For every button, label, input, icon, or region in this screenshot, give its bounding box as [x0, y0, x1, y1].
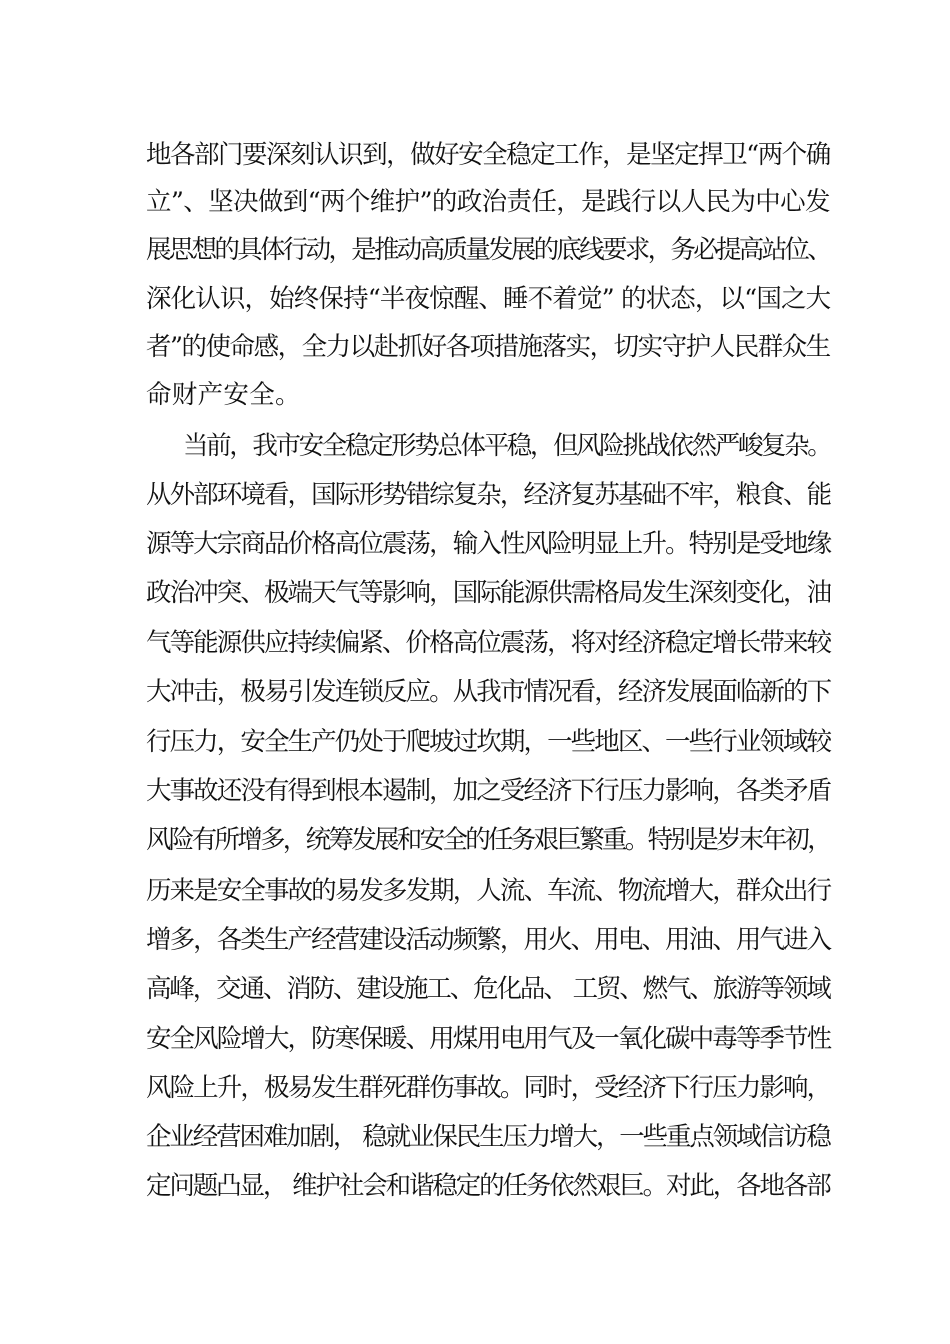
text-line: 风险有所增多，统筹发展和安全的任务艰巨繁重。特别是岁末年初， — [146, 825, 831, 855]
text-line: 地各部门要深刻认识到，做好安全稳定工作，是坚定捍卫“两个确 — [146, 140, 830, 170]
text-line: 定问题凸显， 维护社会和谐稳定的任务依然艰巨。对此，各地各部 — [146, 1171, 830, 1201]
text-line: 当前，我市安全稳定形势总体平稳，但风险挑战依然严峻复杂。 — [183, 431, 831, 461]
text-line: 高峰，交通、消防、建设施工、危化品、 工贸、燃气、旅游等领域 — [146, 974, 830, 1004]
text-line: 大事故还没有得到根本遏制，加之受经济下行压力影响，各类矛盾 — [146, 776, 831, 806]
text-line: 增多，各类生产经营建设活动频繁，用火、用电、用油、用气进入 — [146, 925, 831, 955]
text-line: 历来是安全事故的易发多发期，人流、车流、物流增大，群众出行 — [146, 876, 831, 906]
text-line: 企业经营困难加剧， 稳就业保民生压力增大，一些重点领域信访稳 — [146, 1122, 830, 1152]
text-line: 气等能源供应持续偏紧、价格高位震荡，将对经济稳定增长带来较 — [146, 628, 831, 658]
text-line: 源等大宗商品价格高位震荡，输入性风险明显上升。特别是受地缘 — [146, 529, 831, 559]
text-line: 从外部环境看，国际形势错综复杂，经济复苏基础不牢，粮食、能 — [146, 480, 831, 510]
text-line: 命财产安全。 — [146, 380, 301, 410]
text-line: 风险上升，极易发生群死群伤事故。同时，受经济下行压力影响， — [146, 1073, 831, 1103]
text-line: 安全风险增大，防寒保暖、用煤用电用气及一氧化碳中毒等季节性 — [146, 1024, 831, 1054]
text-line: 立”、坚决做到“两个维护”的政治责任，是践行以人民为中心发 — [146, 187, 830, 217]
text-line: 大冲击，极易引发连锁反应。从我市情况看，经济发展面临新的下 — [146, 677, 831, 707]
text-line: 展思想的具体行动，是推动高质量发展的底线要求，务必提高站位、 — [146, 235, 831, 265]
text-line: 者”的使命感，全力以赴抓好各项措施落实，切实守护人民群众生 — [146, 332, 830, 362]
text-line: 深化认识，始终保持“半夜惊醒、睡不着觉” 的状态，以“国之大 — [146, 284, 831, 314]
text-line: 行压力，安全生产仍处于爬坡过坎期，一些地区、一些行业领域较 — [146, 727, 831, 757]
text-line: 政治冲突、极端天气等影响，国际能源供需格局发生深刻变化，油 — [146, 578, 831, 608]
